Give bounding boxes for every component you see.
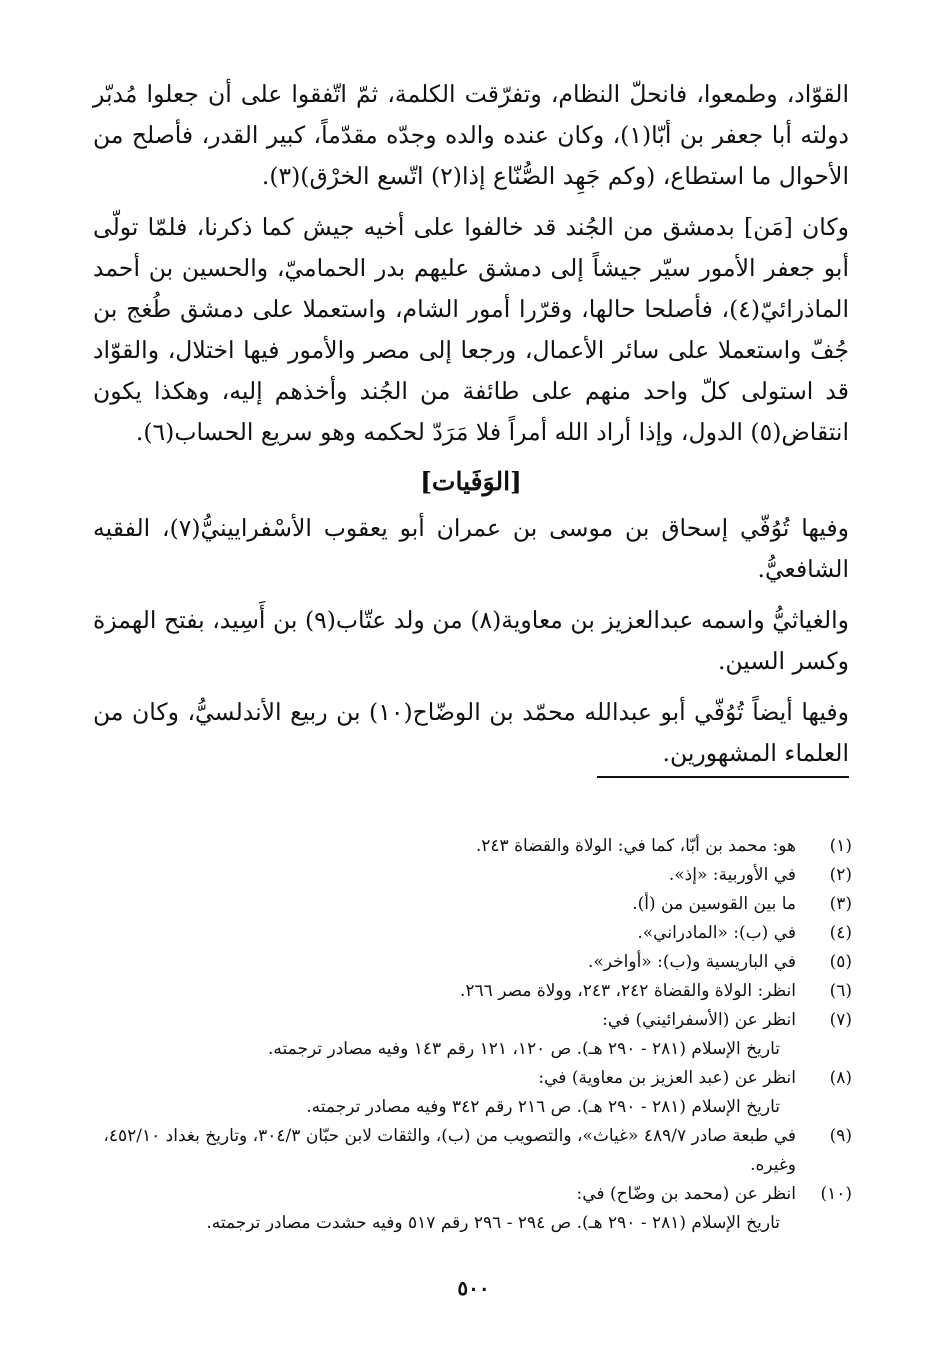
main-text <box>93 74 849 774</box>
footnote-text: انظر عن (عبد العزيز بن معاوية) في: <box>538 1068 796 1088</box>
section-heading: [الوَفَيات] <box>420 467 522 496</box>
page-number: ٥٠٠ <box>457 1276 490 1300</box>
footnote-text: في الأوربية: «إذ». <box>668 865 796 885</box>
footnote <box>92 1180 852 1238</box>
paragraph-3: وفيها تُوُفّي إسحاق بن موسى بن عمران أبو يعقوب الأسْفرايينيُّ(٧)، الفقيه الشافعيُّ. <box>93 514 849 583</box>
footnote-number: (٥) <box>829 952 852 972</box>
footnote-number: (٤) <box>829 923 852 943</box>
footnote-number: (١٠) <box>820 1184 852 1204</box>
footnote-number: (٣) <box>829 894 852 914</box>
footnote-text-block <box>92 1180 796 1238</box>
footnote <box>92 1006 852 1064</box>
footnote-number: (٨) <box>829 1068 852 1088</box>
footnote-source: تاريخ الإسلام (٢٨١ - ٢٩٠ هـ). ص ٢٩٤ - ٢٩٦ رقم ٥١٧ وفيه حشدت مصادر ترجمته. <box>206 1213 780 1233</box>
footnote <box>92 832 852 861</box>
footnote-text: انظر عن (الأسفرائيني) في: <box>602 1010 796 1030</box>
footnote-text: في طبعة صادر ٤٨٩/٧ «غياث»، والتصويب من (ب)، والثقات لابن حبّان ٣٠٤/٣، وتاريخ بغداد ٤٥٢/١٠، وغيره. <box>103 1126 796 1175</box>
footnote-text: انظر عن (محمد بن وضّاح) في: <box>576 1184 796 1204</box>
footnote-text: انظر: الولاة والقضاة ٢٤٢، ٢٤٣، وولاة مصر ٢٦٦. <box>459 981 796 1001</box>
footnote <box>92 890 852 919</box>
footnote-number: (٧) <box>829 1010 852 1030</box>
footnote-text: هو: محمد بن أبّا، كما في: الولاة والقضاة ٢٤٣. <box>475 836 796 856</box>
footnote-text-block <box>92 1064 796 1122</box>
footnote-number: (٢) <box>829 865 852 885</box>
footnote <box>92 861 852 890</box>
footnotes <box>92 832 852 1238</box>
footnote <box>92 1122 852 1180</box>
footnote-number: (٩) <box>829 1126 852 1146</box>
paragraph-1: القوّاد، وطمعوا، فانحلّ النظام، وتفرّقت الكلمة، ثمّ اتّفقوا على أن جعلوا مُدبّر دولته أبا جعفر بن أبّا(١)، وكان عنده والده وجدّه مقدّماً، كبير القدر، فأصلح من الأحوال ما استطاع، (وكم جَهِد الصُّنّاع إذا(٢) اتّسع الخرْق)(٣). <box>93 80 849 190</box>
footnote <box>92 948 852 977</box>
paragraph-5: وفيها أيضاً تُوُفّي أبو عبدالله محمّد بن الوضّاح(١٠) بن ربيع الأندلسيُّ، وكان من العلماء المشهورين. <box>93 698 849 767</box>
footnote-text: في الباريسية و(ب): «أواخر». <box>587 952 796 972</box>
footnote <box>92 919 852 948</box>
footnote-text: ما بين القوسين من (أ). <box>632 894 796 914</box>
footnote-number: (١) <box>829 836 852 856</box>
footnote-text-block <box>92 1006 796 1064</box>
footnote-divider <box>597 776 849 778</box>
footnote <box>92 977 852 1006</box>
paragraph-4: والغياثيُّ واسمه عبدالعزيز بن معاوية(٨) من ولد عتّاب(٩) بن أَسِيد، بفتح الهمزة وكسر السين. <box>93 606 849 675</box>
footnote-source: تاريخ الإسلام (٢٨١ - ٢٩٠ هـ). ص ٢١٦ رقم ٣٤٢ وفيه مصادر ترجمته. <box>306 1097 780 1117</box>
paragraph-2: وكان [مَن] بدمشق من الجُند قد خالفوا على أخيه جيش كما ذكرنا، فلمّا تولّى أبو جعفر الأمور سيّر جيشاً إلى دمشق عليهم بدر الحماميّ، والحسين بن أحمد الماذرائيّ(٤)، فأصلحا حالها، وقرّرا أمور الشام، واستعملا على دمشق طُغج بن جُفّ واستعملا على سائر الأعمال، ورجعا إلى مصر والأمور فيها اختلال، والقوّاد قد استولى كلّ واحد منهم على طائفة من الجُند وأخذهم إليه، وهكذا يكون انتقاض(٥) الدول، وإذا أراد الله أمراً فلا مَرَدّ لحكمه وهو سريع الحساب(٦). <box>93 213 849 446</box>
footnote-text: في (ب): «المادراني». <box>637 923 796 943</box>
footnote <box>92 1064 852 1122</box>
footnote-source: تاريخ الإسلام (٢٨١ - ٢٩٠ هـ). ص ١٢٠، ١٢١ رقم ١٤٣ وفيه مصادر ترجمته. <box>267 1039 780 1059</box>
footnote-number: (٦) <box>829 981 852 1001</box>
